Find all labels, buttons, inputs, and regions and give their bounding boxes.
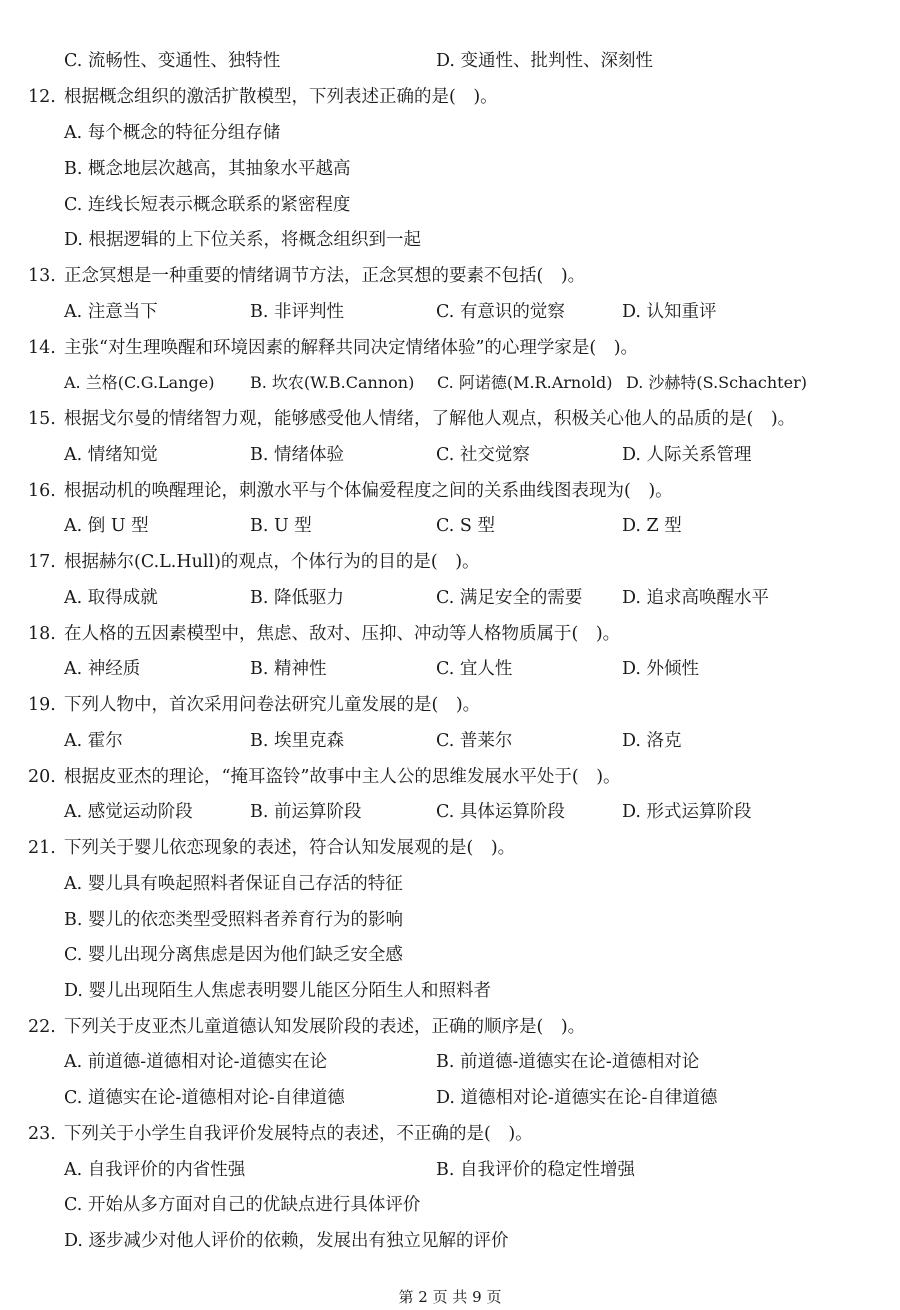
option: D. 洛克	[622, 731, 682, 751]
question-text: 根据赫尔(C.L.Hull)的观点，个体行为的目的是( )。	[64, 552, 480, 572]
option: D. 认知重评	[622, 302, 717, 322]
question-number: 23.	[28, 1124, 56, 1144]
question-21-option-row	[0, 937, 900, 973]
option: B. 精神性	[250, 659, 327, 679]
question-16-stem	[0, 473, 900, 509]
option: D. 外倾性	[622, 659, 700, 679]
option: B. 自我评价的稳定性增强	[436, 1160, 635, 1180]
question-23-option-row	[0, 1223, 900, 1259]
question-18-stem	[0, 616, 900, 652]
option: B. 非评判性	[250, 302, 344, 322]
question-number: 12.	[28, 87, 56, 107]
question-number: 18.	[28, 624, 56, 644]
option: D. 逐步减少对他人评价的依赖，发展出有独立见解的评价	[64, 1231, 509, 1251]
question-21-option-row	[0, 902, 900, 938]
option: D. Z 型	[622, 516, 682, 536]
option: B. 埃里克森	[250, 731, 344, 751]
option: A. 取得成就	[64, 588, 158, 608]
question-14-stem	[0, 330, 900, 366]
option: C. 阿诺德(M.R.Arnold)	[437, 373, 613, 392]
question-14-options-row	[0, 365, 900, 401]
option: B. 降低驱力	[250, 588, 344, 608]
question-23-options-row	[0, 1152, 900, 1188]
question-21-option-row	[0, 866, 900, 902]
option: C. 开始从多方面对自己的优缺点进行具体评价	[64, 1195, 421, 1215]
option: D. 沙赫特(S.Schachter)	[626, 373, 807, 392]
question-text: 下列关于小学生自我评价发展特点的表述，不正确的是( )。	[64, 1124, 533, 1144]
question-21-stem	[0, 830, 900, 866]
question-number: 21.	[28, 838, 56, 858]
option: B. 坎农(W.B.Cannon)	[250, 373, 415, 392]
question-text: 根据皮亚杰的理论，“掩耳盗铃”故事中主人公的思维发展水平处于( )。	[64, 767, 621, 787]
option: A. 感觉运动阶段	[64, 802, 193, 822]
option: D. 人际关系管理	[622, 445, 752, 465]
question-15-options-row	[0, 437, 900, 473]
option: C. 道德实在论-道德相对论-自律道德	[64, 1088, 345, 1108]
question-text: 下列人物中，首次采用问卷法研究儿童发展的是( )。	[64, 695, 481, 715]
question-text: 主张“对生理唤醒和环境因素的解释共同决定情绪体验”的心理学家是( )。	[64, 338, 639, 358]
question-number: 14.	[28, 338, 56, 358]
question-19-options-row	[0, 723, 900, 759]
option: A. 霍尔	[64, 731, 123, 751]
option: C. 婴儿出现分离焦虑是因为他们缺乏安全感	[64, 945, 403, 965]
question-19-stem	[0, 687, 900, 723]
option: A. 情绪知觉	[64, 445, 158, 465]
question-18-options-row	[0, 651, 900, 687]
option: B. U 型	[250, 516, 312, 536]
option: D. 形式运算阶段	[622, 802, 752, 822]
question-number: 22.	[28, 1017, 56, 1037]
question-21-option-row	[0, 973, 900, 1009]
option: A. 注意当下	[64, 302, 158, 322]
option: B. 前道德-道德实在论-道德相对论	[436, 1052, 700, 1072]
option: C. 具体运算阶段	[436, 802, 565, 822]
option: A. 兰格(C.G.Lange)	[64, 373, 215, 392]
question-13-stem	[0, 258, 900, 294]
question-number: 16.	[28, 481, 56, 501]
question-text: 根据戈尔曼的情绪智力观，能够感受他人情绪，了解他人观点，积极关心他人的品质的是( )。	[64, 409, 796, 429]
option: D. 追求高唤醒水平	[622, 588, 770, 608]
option: A. 婴儿具有唤起照料者保证自己存活的特征	[64, 874, 403, 894]
question-12-option-row	[0, 187, 900, 223]
option: C. 连线长短表示概念联系的紧密程度	[64, 195, 351, 215]
continued-options-row	[0, 43, 900, 79]
option: A. 神经质	[64, 659, 141, 679]
question-number: 17.	[28, 552, 56, 572]
question-number: 13.	[28, 266, 56, 286]
option: C. 流畅性、变通性、独特性	[64, 51, 281, 71]
question-15-stem	[0, 401, 900, 437]
question-text: 下列关于婴儿依恋现象的表述，符合认知发展观的是( )。	[64, 838, 516, 858]
option: A. 前道德-道德相对论-道德实在论	[64, 1052, 328, 1072]
question-number: 15.	[28, 409, 56, 429]
option: C. 社交觉察	[436, 445, 530, 465]
option: B. 前运算阶段	[250, 802, 362, 822]
question-17-options-row	[0, 580, 900, 616]
option: D. 变通性、批判性、深刻性	[436, 51, 654, 71]
option: B. 情绪体验	[250, 445, 344, 465]
option: A. 每个概念的特征分组存储	[64, 123, 281, 143]
question-23-stem	[0, 1116, 900, 1152]
option: A. 自我评价的内省性强	[64, 1160, 246, 1180]
question-number: 20.	[28, 767, 56, 787]
option: C. 满足安全的需要	[436, 588, 583, 608]
option: C. 宜人性	[436, 659, 513, 679]
question-20-stem	[0, 759, 900, 795]
question-20-options-row	[0, 794, 900, 830]
option: D. 道德相对论-道德实在论-自律道德	[436, 1088, 718, 1108]
question-23-option-row	[0, 1187, 900, 1223]
option: A. 倒 U 型	[64, 516, 149, 536]
question-text: 根据概念组织的激活扩散模型，下列表述正确的是( )。	[64, 87, 498, 107]
question-16-options-row	[0, 508, 900, 544]
option: D. 根据逻辑的上下位关系，将概念组织到一起	[64, 230, 422, 250]
option: C. 有意识的觉察	[436, 302, 565, 322]
option: C. S 型	[436, 516, 495, 536]
option: C. 普莱尔	[436, 731, 513, 751]
question-text: 下列关于皮亚杰儿童道德认知发展阶段的表述，正确的顺序是( )。	[64, 1017, 586, 1037]
question-text: 在人格的五因素模型中，焦虑、敌对、压抑、冲动等人格物质属于( )。	[64, 624, 621, 644]
question-text: 正念冥想是一种重要的情绪调节方法，正念冥想的要素不包括( )。	[64, 266, 586, 286]
question-22-options-row	[0, 1044, 900, 1080]
option: D. 婴儿出现陌生人焦虑表明婴儿能区分陌生人和照料者	[64, 981, 492, 1001]
question-12-option-row	[0, 115, 900, 151]
option: B. 概念地层次越高，其抽象水平越高	[64, 159, 351, 179]
question-text: 根据动机的唤醒理论，刺激水平与个体偏爱程度之间的关系曲线图表现为( )。	[64, 481, 673, 501]
question-22-stem	[0, 1009, 900, 1045]
question-17-stem	[0, 544, 900, 580]
question-12-stem	[0, 79, 900, 115]
question-12-option-row	[0, 151, 900, 187]
question-22-options-row	[0, 1080, 900, 1116]
page-footer: 第 2 页 共 9 页	[398, 1288, 502, 1306]
question-number: 19.	[28, 695, 56, 715]
question-13-options-row	[0, 294, 900, 330]
question-12-option-row	[0, 222, 900, 258]
option: B. 婴儿的依恋类型受照料者养育行为的影响	[64, 910, 403, 930]
